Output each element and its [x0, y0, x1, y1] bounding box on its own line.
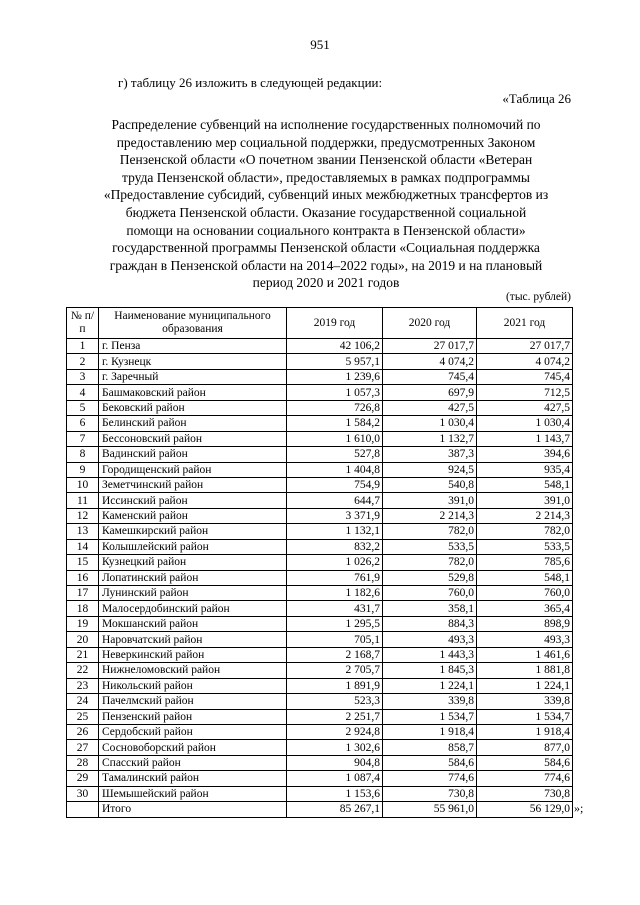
table-row — [67, 786, 573, 801]
row-name: Мокшанский район — [99, 616, 287, 631]
total-row — [67, 802, 573, 817]
row-2020: 924,5 — [383, 462, 477, 477]
table-row — [67, 663, 573, 678]
row-num: 9 — [67, 462, 99, 477]
row-2021: 877,0 — [477, 740, 573, 755]
table-row — [67, 555, 573, 570]
row-num: 3 — [67, 369, 99, 384]
row-2020: 387,3 — [383, 447, 477, 462]
row-name: Колышлейский район — [99, 539, 287, 554]
row-name: Неверкинский район — [99, 647, 287, 662]
row-num: 16 — [67, 570, 99, 585]
row-name: г. Кузнецк — [99, 354, 287, 369]
table-row — [67, 771, 573, 786]
total-num-cell — [67, 802, 99, 817]
row-2021: 935,4 — [477, 462, 573, 477]
row-name: Бековский район — [99, 400, 287, 415]
table-row — [67, 477, 573, 492]
row-name: Никольский район — [99, 678, 287, 693]
table-row — [67, 647, 573, 662]
table-row — [67, 447, 573, 462]
row-2020: 358,1 — [383, 601, 477, 616]
row-2020: 1 224,1 — [383, 678, 477, 693]
row-2019: 754,9 — [287, 477, 383, 492]
table-row — [67, 339, 573, 354]
row-2021: 1 534,7 — [477, 709, 573, 724]
row-2019: 431,7 — [287, 601, 383, 616]
row-2020: 2 214,3 — [383, 508, 477, 523]
row-2021: 785,6 — [477, 555, 573, 570]
row-num: 14 — [67, 539, 99, 554]
row-num: 22 — [67, 663, 99, 678]
row-num: 10 — [67, 477, 99, 492]
row-2020: 27 017,7 — [383, 339, 477, 354]
row-2020: 760,0 — [383, 586, 477, 601]
row-2019: 1 891,9 — [287, 678, 383, 693]
row-num: 6 — [67, 416, 99, 431]
table-row — [67, 400, 573, 415]
row-2019: 644,7 — [287, 493, 383, 508]
row-2020: 697,9 — [383, 385, 477, 400]
table-row — [67, 416, 573, 431]
row-name: Пачелмский район — [99, 694, 287, 709]
row-2019: 1 584,2 — [287, 416, 383, 431]
row-2021: 1 030,4 — [477, 416, 573, 431]
table-row — [67, 539, 573, 554]
row-2020: 533,5 — [383, 539, 477, 554]
table-row — [67, 508, 573, 523]
row-2019: 1 087,4 — [287, 771, 383, 786]
row-2019: 1 182,6 — [287, 586, 383, 601]
row-name: Белинский район — [99, 416, 287, 431]
table-row — [67, 601, 573, 616]
row-2020: 540,8 — [383, 477, 477, 492]
subvention-table — [66, 307, 573, 818]
row-2021: 898,9 — [477, 616, 573, 631]
table-row — [67, 724, 573, 739]
row-num: 20 — [67, 632, 99, 647]
row-name: Лопатинский район — [99, 570, 287, 585]
row-num: 8 — [67, 447, 99, 462]
row-2019: 2 168,7 — [287, 647, 383, 662]
title-line: труда Пензенской области», предоставляемых в рамках подпрограммы — [122, 169, 530, 185]
row-2019: 832,2 — [287, 539, 383, 554]
row-2020: 745,4 — [383, 369, 477, 384]
row-2020: 4 074,2 — [383, 354, 477, 369]
header-num: № п/п — [67, 308, 99, 339]
title-line: Пензенской области «О почетном звании Пензенской области «Ветеран — [119, 152, 533, 168]
row-num: 11 — [67, 493, 99, 508]
row-2019: 761,9 — [287, 570, 383, 585]
title-line: период 2020 и 2021 годов — [252, 275, 400, 291]
row-2019: 1 132,1 — [287, 524, 383, 539]
row-2020: 1 030,4 — [383, 416, 477, 431]
row-2021: 745,4 — [477, 369, 573, 384]
row-2019: 2 705,7 — [287, 663, 383, 678]
row-2021: 760,0 — [477, 586, 573, 601]
row-num: 24 — [67, 694, 99, 709]
row-2021: 533,5 — [477, 539, 573, 554]
table-row — [67, 354, 573, 369]
row-2021: 584,6 — [477, 755, 573, 770]
row-2019: 1 026,2 — [287, 555, 383, 570]
row-2020: 1 845,3 — [383, 663, 477, 678]
row-2021: 712,5 — [477, 385, 573, 400]
row-name: Сосновоборский район — [99, 740, 287, 755]
row-2019: 1 153,6 — [287, 786, 383, 801]
row-2021: 548,1 — [477, 477, 573, 492]
table-row — [67, 740, 573, 755]
row-2020: 1 918,4 — [383, 724, 477, 739]
row-name: г. Пенза — [99, 339, 287, 354]
row-name: Сердобский район — [99, 724, 287, 739]
row-2021: 1 143,7 — [477, 431, 573, 446]
page-number: 951 — [310, 37, 330, 52]
row-2021: 1 918,4 — [477, 724, 573, 739]
row-name: Земетчинский район — [99, 477, 287, 492]
title-line: Распределение субвенций на исполнение государственных полномочий по — [111, 117, 541, 132]
table-row — [67, 524, 573, 539]
row-2021: 394,6 — [477, 447, 573, 462]
row-2020: 858,7 — [383, 740, 477, 755]
row-2020: 782,0 — [383, 555, 477, 570]
row-num: 17 — [67, 586, 99, 601]
row-name: Лунинский район — [99, 586, 287, 601]
row-2019: 5 957,1 — [287, 354, 383, 369]
row-num: 29 — [67, 771, 99, 786]
table-header-row — [67, 308, 573, 339]
total-label: Итого — [99, 802, 287, 817]
row-2019: 523,3 — [287, 694, 383, 709]
units-label: (тыс. рублей) — [505, 291, 571, 303]
table-row — [67, 586, 573, 601]
row-2020: 339,8 — [383, 694, 477, 709]
row-2020: 1 132,7 — [383, 431, 477, 446]
title-line: бюджета Пензенской области. Оказание государственной социальной — [125, 204, 527, 220]
title-line: государственной программы Пензенской области «Социальная поддержка — [112, 240, 540, 256]
row-num: 26 — [67, 724, 99, 739]
table-title — [70, 116, 582, 292]
total-2021: 56 129,0 — [477, 802, 573, 817]
row-num: 18 — [67, 601, 99, 616]
row-2021: 782,0 — [477, 524, 573, 539]
row-num: 21 — [67, 647, 99, 662]
row-2021: 4 074,2 — [477, 354, 573, 369]
table-row — [67, 632, 573, 647]
row-2020: 493,3 — [383, 632, 477, 647]
table-row — [67, 369, 573, 384]
row-2019: 1 302,6 — [287, 740, 383, 755]
row-name: Наровчатский район — [99, 632, 287, 647]
header-name: Наименование муниципального образования — [99, 308, 287, 339]
row-2021: 493,3 — [477, 632, 573, 647]
total-2019: 85 267,1 — [287, 802, 383, 817]
row-num: 28 — [67, 755, 99, 770]
row-name: г. Заречный — [99, 369, 287, 384]
row-num: 30 — [67, 786, 99, 801]
table-row — [67, 709, 573, 724]
row-2019: 726,8 — [287, 400, 383, 415]
row-2021: 365,4 — [477, 601, 573, 616]
row-2020: 529,8 — [383, 570, 477, 585]
table-row — [67, 678, 573, 693]
row-2020: 730,8 — [383, 786, 477, 801]
row-2021: 1 881,8 — [477, 663, 573, 678]
row-num: 7 — [67, 431, 99, 446]
row-num: 5 — [67, 400, 99, 415]
row-name: Пензенский район — [99, 709, 287, 724]
row-name: Малосердобинский район — [99, 601, 287, 616]
table-row — [67, 493, 573, 508]
table-row — [67, 755, 573, 770]
row-name: Шемышейский район — [99, 786, 287, 801]
table-row — [67, 570, 573, 585]
row-2019: 705,1 — [287, 632, 383, 647]
row-2019: 1 610,0 — [287, 431, 383, 446]
table-row — [67, 462, 573, 477]
row-2020: 782,0 — [383, 524, 477, 539]
row-2021: 427,5 — [477, 400, 573, 415]
row-2021: 2 214,3 — [477, 508, 573, 523]
row-2020: 391,0 — [383, 493, 477, 508]
row-2019: 2 924,8 — [287, 724, 383, 739]
row-2020: 774,6 — [383, 771, 477, 786]
row-name: Городищенский район — [99, 462, 287, 477]
row-num: 13 — [67, 524, 99, 539]
row-2019: 1 057,3 — [287, 385, 383, 400]
row-2020: 584,6 — [383, 755, 477, 770]
intro-text: г) таблицу 26 изложить в следующей редакции: — [118, 75, 383, 90]
row-2021: 548,1 — [477, 570, 573, 585]
row-2020: 884,3 — [383, 616, 477, 631]
row-2021: 27 017,7 — [477, 339, 573, 354]
row-2021: 339,8 — [477, 694, 573, 709]
row-2019: 42 106,2 — [287, 339, 383, 354]
table-row — [67, 385, 573, 400]
row-2021: 1 224,1 — [477, 678, 573, 693]
row-2019: 904,8 — [287, 755, 383, 770]
closing-quote: »; — [574, 801, 584, 815]
header-2021: 2021 год — [477, 308, 573, 339]
row-2019: 3 371,9 — [287, 508, 383, 523]
row-name: Тамалинский район — [99, 771, 287, 786]
row-2020: 427,5 — [383, 400, 477, 415]
row-num: 15 — [67, 555, 99, 570]
title-line: граждан в Пензенской области на 2014–2022 годы», на 2019 и на плановый — [109, 257, 543, 273]
header-2020: 2020 год — [383, 308, 477, 339]
title-line: помощи на основании социального контракта в Пензенской области» — [126, 222, 526, 238]
row-name: Башмаковский район — [99, 385, 287, 400]
row-num: 2 — [67, 354, 99, 369]
row-2021: 730,8 — [477, 786, 573, 801]
row-num: 25 — [67, 709, 99, 724]
row-num: 19 — [67, 616, 99, 631]
row-2020: 1 534,7 — [383, 709, 477, 724]
row-2019: 1 295,5 — [287, 616, 383, 631]
row-2019: 1 239,6 — [287, 369, 383, 384]
row-name: Кузнецкий район — [99, 555, 287, 570]
row-2020: 1 443,3 — [383, 647, 477, 662]
row-num: 4 — [67, 385, 99, 400]
row-2019: 2 251,7 — [287, 709, 383, 724]
row-name: Спасский район — [99, 755, 287, 770]
header-2019: 2019 год — [287, 308, 383, 339]
row-name: Вадинский район — [99, 447, 287, 462]
row-2021: 774,6 — [477, 771, 573, 786]
row-2021: 1 461,6 — [477, 647, 573, 662]
table-row — [67, 694, 573, 709]
row-name: Каменский район — [99, 508, 287, 523]
row-2019: 527,8 — [287, 447, 383, 462]
row-num: 12 — [67, 508, 99, 523]
table-row — [67, 616, 573, 631]
row-num: 1 — [67, 339, 99, 354]
row-name: Иссинский район — [99, 493, 287, 508]
row-2019: 1 404,8 — [287, 462, 383, 477]
table-body — [67, 339, 573, 818]
row-2021: 391,0 — [477, 493, 573, 508]
row-name: Бессоновский район — [99, 431, 287, 446]
title-line: предоставлению мер социальной поддержки, предусмотренных Законом — [116, 134, 536, 150]
row-name: Нижнеломовский район — [99, 663, 287, 678]
row-name: Камешкирский район — [99, 524, 287, 539]
row-num: 23 — [67, 678, 99, 693]
table-row — [67, 431, 573, 446]
row-num: 27 — [67, 740, 99, 755]
total-2020: 55 961,0 — [383, 802, 477, 817]
title-line: «Предоставление субсидий, субвенций иных межбюджетных трансфертов из — [103, 187, 549, 203]
table-label: «Таблица 26 — [502, 91, 571, 106]
